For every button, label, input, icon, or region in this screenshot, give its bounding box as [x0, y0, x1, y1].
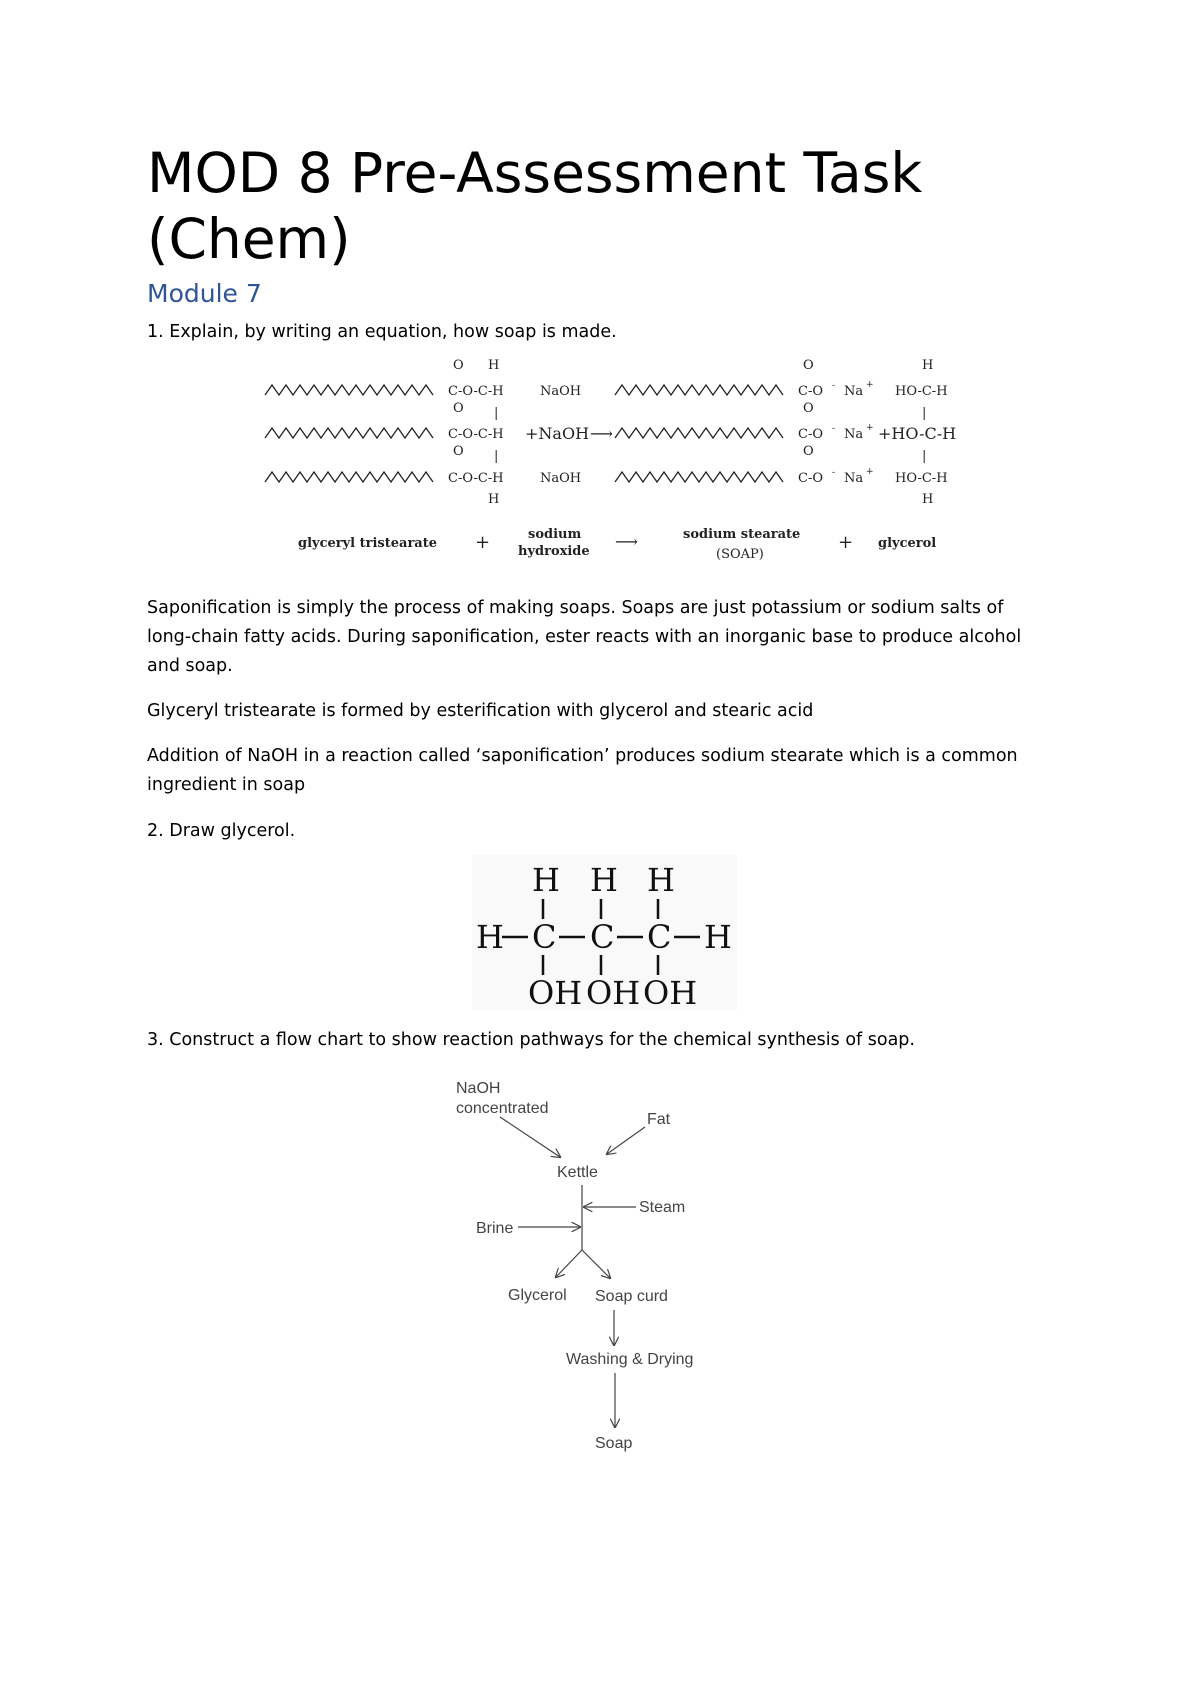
para3-line-2: ingredient in soap: [147, 775, 306, 795]
fatty-chain-6: [615, 472, 783, 482]
bond-bar-g2: |: [922, 449, 927, 464]
glycerol-row-3: HO-C-H: [895, 471, 948, 486]
fatty-chain-1: [265, 385, 433, 395]
ester-group-1: C-O-C-H: [448, 384, 504, 399]
paragraph-naoh: [147, 742, 1067, 800]
carbonyl-o-3: O: [453, 444, 464, 459]
glycerol-h-bottom: H: [922, 492, 934, 507]
bond-bar-2: |: [494, 449, 499, 464]
title-line-2: (Chem): [147, 207, 351, 271]
carboxylate-3: C-O: [798, 471, 823, 486]
carbonyl-o-6: O: [803, 444, 814, 459]
c-atom-1: C: [532, 918, 557, 956]
fatty-chain-5: [615, 428, 783, 438]
c-atom-3: C: [647, 918, 672, 956]
na-2: Na: [844, 427, 864, 442]
reaction-arrow: ⟶: [590, 424, 613, 443]
carbonyl-o-2: O: [453, 401, 464, 416]
glycerol-row-1: HO-C-H: [895, 384, 948, 399]
question-2: 2. Draw glycerol.: [147, 821, 296, 841]
soap-flowchart: [440, 1075, 760, 1470]
node-fat: Fat: [647, 1111, 671, 1128]
ester-group-2: C-O-C-H: [448, 427, 504, 442]
oh-group-2: OH: [586, 974, 641, 1010]
module-heading: Module 7: [147, 279, 262, 308]
label-plus-2: +: [838, 532, 854, 553]
c-atom-2: C: [590, 918, 615, 956]
arrow-soap-curd: [582, 1250, 610, 1278]
plus-naoh: +NaOH: [525, 424, 590, 443]
question-3: 3. Construct a flow chart to show reaction pathways for the chemical synthesis of soap.: [147, 1030, 915, 1050]
para1-line-2: long-chain fatty acids. During saponification, ester reacts with an inorganic base to produce alcohol: [147, 627, 1022, 647]
arrow-naoh-kettle: [500, 1117, 560, 1157]
na-1: Na: [844, 384, 864, 399]
para3-line-1: Addition of NaOH in a reaction called ‘saponification’ produces sodium stearate which is a common: [147, 746, 1018, 766]
node-brine: Brine: [476, 1220, 514, 1237]
naoh-1: NaOH: [540, 384, 582, 399]
na-3: Na: [844, 471, 864, 486]
label-glyceryl-tristearate: glyceryl tristearate: [298, 536, 437, 551]
oh-group-3: OH: [643, 974, 698, 1010]
label-arrow: ⟶: [615, 532, 638, 551]
paragraph-saponification: [147, 594, 1067, 681]
glycerol-structure: [472, 855, 737, 1010]
h-atom-top-2: H: [590, 861, 618, 899]
na-charge-3: +: [866, 467, 874, 477]
glycerol-row-2: +HO-C-H: [878, 424, 957, 443]
carboxylate-2: C-O: [798, 427, 823, 442]
title-line-1: MOD 8 Pre-Assessment Task: [147, 141, 923, 205]
bond-bar-1: |: [494, 406, 499, 421]
h-atom-top-1: H: [532, 861, 560, 899]
minus-3: -: [832, 468, 836, 478]
node-soap: Soap: [595, 1435, 633, 1452]
na-charge-1: +: [866, 380, 874, 390]
fatty-chain-3: [265, 472, 433, 482]
bond-bar-g1: |: [922, 406, 927, 421]
para1-line-1: Saponification is simply the process of making soaps. Soaps are just potassium or sodium salts of: [147, 598, 1004, 618]
minus-1: -: [832, 381, 836, 391]
arrow-fat-kettle: [607, 1127, 645, 1154]
na-charge-2: +: [866, 423, 874, 433]
h-top: H: [488, 358, 500, 373]
node-concentrated: concentrated: [456, 1100, 549, 1117]
arrow-glycerol: [556, 1250, 582, 1277]
node-soap-curd: Soap curd: [595, 1288, 668, 1305]
paragraph-glyceryl: Glyceryl tristearate is formed by esterification with glycerol and stearic acid: [147, 701, 814, 721]
h-atom-top-3: H: [647, 861, 675, 899]
label-glycerol: glycerol: [878, 536, 937, 551]
h-atom-right: H: [704, 918, 732, 956]
minus-2: -: [832, 424, 836, 434]
h-bottom: H: [488, 492, 500, 507]
label-sodium-stearate: sodium stearate: [683, 527, 801, 542]
h-atom-left: H: [476, 918, 504, 956]
glycerol-h-top: H: [922, 358, 934, 373]
node-steam: Steam: [639, 1199, 686, 1216]
node-glycerol: Glycerol: [508, 1287, 567, 1304]
carbonyl-o-4: O: [803, 358, 814, 373]
label-soap: (SOAP): [716, 547, 764, 562]
ester-group-3: C-O-C-H: [448, 471, 504, 486]
fatty-chain-4: [615, 385, 783, 395]
question-1: 1. Explain, by writing an equation, how soap is made.: [147, 322, 617, 342]
para1-line-3: and soap.: [147, 656, 233, 676]
carbonyl-o-5: O: [803, 401, 814, 416]
label-plus-1: +: [475, 532, 491, 553]
page-title: [147, 140, 922, 272]
node-washing-drying: Washing & Drying: [566, 1351, 694, 1368]
label-sodium: sodium: [528, 527, 582, 542]
oh-group-1: OH: [528, 974, 583, 1010]
carboxylate-1: C-O: [798, 384, 823, 399]
carbonyl-o-1: O: [453, 358, 464, 373]
label-hydroxide: hydroxide: [518, 544, 590, 559]
node-naoh: NaOH: [456, 1080, 501, 1097]
fatty-chain-2: [265, 428, 433, 438]
node-kettle: Kettle: [557, 1164, 598, 1181]
naoh-3: NaOH: [540, 471, 582, 486]
saponification-equation: [250, 355, 960, 570]
